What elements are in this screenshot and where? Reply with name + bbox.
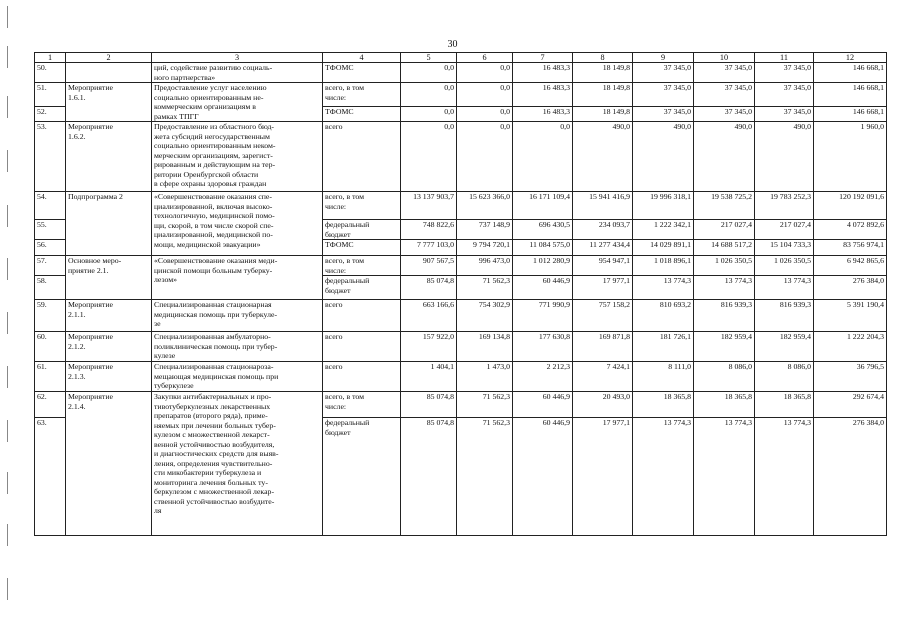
budget-table [34,52,887,536]
activity-description-cell: Специализированная амбулаторно- поликлиническая помощь при тубер- кулезе [152,332,323,362]
page-number: 30 [447,39,458,50]
value-cell-6: 737 148,9 [457,220,513,240]
value-cell-10: 37 345,0 [694,63,755,83]
row-number-cell: 61. [35,362,66,392]
row-number-cell: 54. [35,192,66,220]
value-cell-12: 146 668,1 [814,63,887,83]
value-cell-9: 13 774,3 [633,276,694,300]
value-cell-5: 0,0 [401,122,457,192]
value-cell-5: 0,0 [401,63,457,83]
col-header-1: 1 [35,53,66,63]
col-header-7: 7 [513,53,573,63]
value-cell-11: 13 774,3 [755,276,814,300]
table-row [35,300,887,332]
funding-source-cell: всего [323,300,401,332]
value-cell-6: 754 302,9 [457,300,513,332]
value-cell-5: 85 074,8 [401,276,457,300]
value-cell-7: 11 084 575,0 [513,240,573,256]
col-header-8: 8 [573,53,633,63]
value-cell-7: 60 446,9 [513,276,573,300]
value-cell-10: 18 365,8 [694,392,755,418]
value-cell-10: 217 027,4 [694,220,755,240]
value-cell-7: 16 483,3 [513,83,573,107]
col-header-2: 2 [66,53,152,63]
activity-name-cell: Мероприятие 2.1.2. [66,332,152,362]
row-number-cell: 56. [35,240,66,256]
value-cell-6: 169 134,8 [457,332,513,362]
value-cell-11: 217 027,4 [755,220,814,240]
value-cell-8: 18 149,8 [573,107,633,122]
table-row [35,362,887,392]
value-cell-5: 85 074,8 [401,418,457,536]
value-cell-6: 0,0 [457,107,513,122]
value-cell-6: 1 473,0 [457,362,513,392]
value-cell-5: 1 404,1 [401,362,457,392]
value-cell-8: 18 149,8 [573,83,633,107]
value-cell-5: 7 777 103,0 [401,240,457,256]
value-cell-9: 1 018 896,1 [633,256,694,276]
value-cell-6: 0,0 [457,83,513,107]
value-cell-5: 663 166,6 [401,300,457,332]
value-cell-12: 120 192 091,6 [814,192,887,220]
funding-source-cell: всего, в том числе: [323,392,401,418]
value-cell-8: 11 277 434,4 [573,240,633,256]
value-cell-12: 36 796,5 [814,362,887,392]
activity-name-cell: Мероприятие 2.1.3. [66,362,152,392]
activity-name-cell: Основное меро- приятие 2.1. [66,256,152,300]
value-cell-8: 954 947,1 [573,256,633,276]
value-cell-7: 16 483,3 [513,63,573,83]
table-row [35,192,887,220]
value-cell-11: 18 365,8 [755,392,814,418]
col-header-6: 6 [457,53,513,63]
funding-source-cell: ТФОМС [323,63,401,83]
value-cell-10: 19 538 725,2 [694,192,755,220]
row-number-cell: 62. [35,392,66,418]
activity-description-cell: Специализированная стационарная медицинская помощь при туберкуле- зе [152,300,323,332]
table-row [35,122,887,192]
value-cell-12: 276 384,0 [814,418,887,536]
value-cell-5: 13 137 903,7 [401,192,457,220]
value-cell-9: 181 726,1 [633,332,694,362]
value-cell-12: 146 668,1 [814,83,887,107]
value-cell-9: 8 111,0 [633,362,694,392]
table-row [35,63,887,83]
value-cell-6: 0,0 [457,63,513,83]
value-cell-12: 5 391 190,4 [814,300,887,332]
value-cell-12: 83 756 974,1 [814,240,887,256]
value-cell-7: 16 483,3 [513,107,573,122]
value-cell-7: 771 990,9 [513,300,573,332]
value-cell-7: 177 630,8 [513,332,573,362]
value-cell-10: 37 345,0 [694,83,755,107]
value-cell-5: 0,0 [401,107,457,122]
row-number-cell: 63. [35,418,66,536]
value-cell-8: 17 977,1 [573,276,633,300]
value-cell-9: 37 345,0 [633,63,694,83]
row-number-cell: 53. [35,122,66,192]
col-header-10: 10 [694,53,755,63]
activity-description-cell: ций, содействие развитию социаль- ного партнерства» [152,63,323,83]
value-cell-7: 16 171 109,4 [513,192,573,220]
value-cell-9: 810 693,2 [633,300,694,332]
col-header-4: 4 [323,53,401,63]
value-cell-11: 490,0 [755,122,814,192]
row-number-cell: 59. [35,300,66,332]
value-cell-5: 907 567,5 [401,256,457,276]
value-cell-8: 490,0 [573,122,633,192]
funding-source-cell: всего, в том числе: [323,83,401,107]
funding-source-cell: федеральный бюджет [323,276,401,300]
value-cell-12: 1 222 204,3 [814,332,887,362]
value-cell-11: 37 345,0 [755,107,814,122]
value-cell-7: 60 446,9 [513,418,573,536]
value-cell-9: 37 345,0 [633,83,694,107]
funding-source-cell: всего, в том числе: [323,256,401,276]
value-cell-10: 490,0 [694,122,755,192]
value-cell-9: 14 029 891,1 [633,240,694,256]
value-cell-12: 276 384,0 [814,276,887,300]
value-cell-12: 292 674,4 [814,392,887,418]
activity-name-cell: Мероприятие 2.1.1. [66,300,152,332]
value-cell-6: 71 562,3 [457,276,513,300]
funding-source-cell: всего [323,122,401,192]
value-cell-10: 13 774,3 [694,418,755,536]
col-header-11: 11 [755,53,814,63]
column-number-header-row [35,53,887,63]
value-cell-12: 4 072 892,6 [814,220,887,240]
value-cell-11: 37 345,0 [755,83,814,107]
value-cell-6: 9 794 720,1 [457,240,513,256]
activity-name-cell [66,63,152,83]
value-cell-8: 17 977,1 [573,418,633,536]
col-header-9: 9 [633,53,694,63]
row-number-cell: 60. [35,332,66,362]
value-cell-6: 71 562,3 [457,418,513,536]
table-row [35,256,887,276]
value-cell-11: 182 959,4 [755,332,814,362]
value-cell-9: 18 365,8 [633,392,694,418]
row-number-cell: 55. [35,220,66,240]
col-header-5: 5 [401,53,457,63]
activity-description-cell: «Совершенствование оказания спе- циализированной, включая высоко- технологичную, медицинской помо- щи, скорой, в том числе скорой спе- циализированной, медицинской по- мощи, медицинской эвакуации» [152,192,323,256]
value-cell-9: 1 222 342,1 [633,220,694,240]
value-cell-11: 8 086,0 [755,362,814,392]
value-cell-7: 0,0 [513,122,573,192]
row-number-cell: 58. [35,276,66,300]
value-cell-10: 8 086,0 [694,362,755,392]
activity-description-cell: «Совершенствование оказания меди- цинской помощи больным туберку- лезом» [152,256,323,300]
funding-source-cell: ТФОМС [323,107,401,122]
value-cell-11: 13 774,3 [755,418,814,536]
funding-source-cell: всего [323,332,401,362]
funding-source-cell: ТФОМС [323,240,401,256]
row-number-cell: 50. [35,63,66,83]
value-cell-10: 37 345,0 [694,107,755,122]
value-cell-8: 18 149,8 [573,63,633,83]
value-cell-11: 1 026 350,5 [755,256,814,276]
value-cell-6: 15 623 366,0 [457,192,513,220]
value-cell-6: 996 473,0 [457,256,513,276]
value-cell-7: 696 430,5 [513,220,573,240]
activity-description-cell: Специализированная стационароза- мещающая медицинская помощь при туберкулезе [152,362,323,392]
row-number-cell: 51. [35,83,66,107]
value-cell-11: 19 783 252,3 [755,192,814,220]
value-cell-5: 85 074,8 [401,392,457,418]
value-cell-5: 748 822,6 [401,220,457,240]
table-row [35,83,887,107]
value-cell-9: 490,0 [633,122,694,192]
funding-source-cell: федеральный бюджет [323,220,401,240]
activity-name-cell: Мероприятие 1.6.1. [66,83,152,122]
value-cell-8: 169 871,8 [573,332,633,362]
table-row [35,332,887,362]
value-cell-12: 6 942 865,6 [814,256,887,276]
value-cell-9: 19 996 318,1 [633,192,694,220]
value-cell-7: 1 012 280,9 [513,256,573,276]
value-cell-10: 13 774,3 [694,276,755,300]
scan-margin-marks [7,0,9,640]
value-cell-11: 37 345,0 [755,63,814,83]
value-cell-7: 60 446,9 [513,392,573,418]
value-cell-12: 1 960,0 [814,122,887,192]
value-cell-9: 37 345,0 [633,107,694,122]
col-header-12: 12 [814,53,887,63]
value-cell-8: 757 158,2 [573,300,633,332]
funding-source-cell: всего, в том числе: [323,192,401,220]
col-header-3: 3 [152,53,323,63]
value-cell-10: 1 026 350,5 [694,256,755,276]
activity-name-cell: Мероприятие 2.1.4. [66,392,152,536]
value-cell-7: 2 212,3 [513,362,573,392]
value-cell-11: 816 939,3 [755,300,814,332]
value-cell-8: 15 941 416,9 [573,192,633,220]
value-cell-8: 7 424,1 [573,362,633,392]
activity-description-cell: Закупки антибактериальных и про- тивотуберкулезных лекарственных препаратов (второго ряда), приме- няемых при лечении больных тубер- кулезом с множественной лекарст- венной устойчивостью возбудителя, и диагностических средств для выяв- ления, определения чувствительно- сти микобактерии туберкулеза и мониторинга лечения больных ту- беркулезом с множественной лекар- ственной устойчивостью возбудите- ля [152,392,323,536]
value-cell-6: 71 562,3 [457,392,513,418]
value-cell-9: 13 774,3 [633,418,694,536]
value-cell-10: 14 688 517,2 [694,240,755,256]
activity-description-cell: Предоставление из областного бюд- жета субсидий негосударственным социально ориентированным неком- мерческим организациям, зарегист- рированным и действующим на тер- ритории Оренбургской области в сфере охраны здоровья граждан [152,122,323,192]
activity-description-cell: Предоставление услуг населению социально ориентированным не- коммерческим организациям в рамках ТПГГ [152,83,323,122]
value-cell-8: 234 093,7 [573,220,633,240]
row-number-cell: 57. [35,256,66,276]
value-cell-8: 20 493,0 [573,392,633,418]
row-number-cell: 52. [35,107,66,122]
table-row [35,392,887,418]
activity-name-cell: Подпрограмма 2 [66,192,152,256]
value-cell-5: 157 922,0 [401,332,457,362]
funding-source-cell: всего [323,362,401,392]
value-cell-11: 15 104 733,3 [755,240,814,256]
value-cell-10: 816 939,3 [694,300,755,332]
value-cell-12: 146 668,1 [814,107,887,122]
value-cell-6: 0,0 [457,122,513,192]
funding-source-cell: федеральный бюджет [323,418,401,536]
value-cell-10: 182 959,4 [694,332,755,362]
activity-name-cell: Мероприятие 1.6.2. [66,122,152,192]
value-cell-5: 0,0 [401,83,457,107]
